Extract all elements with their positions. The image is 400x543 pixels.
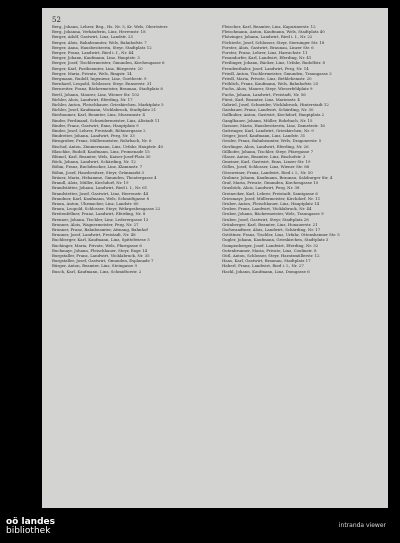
directory-entry: Gössweiner, Franz, Landwirt, Ried i. I., Nr. 50: [222, 169, 313, 175]
directory-entry: Bergmann, Rudolf, Ingenieur, Linz, Goethestr. 9: [52, 76, 147, 82]
directory-entry: Berg, Johanna, Verkäuferin, Linz, Herrenstr. 18: [52, 29, 146, 35]
directory-entry: Gallhuber, Anton, Gastwirt, Kirchdorf, Hauptplatz 2: [222, 112, 325, 118]
directory-entry: Graf, Maria, Private, Gmunden, Kirchengasse 10: [222, 180, 319, 186]
directory-entry: Braun, Anton, Uhrmacher, Linz, Landstr. 60: [52, 200, 139, 206]
directory-entry: Grasböck, Alois, Landwirt, Perg, Nr. 38: [222, 185, 300, 191]
directory-entry: Freudenthaler, Josef, Landwirt, Perg, Nr. 14: [222, 65, 309, 71]
directory-entry: Brandner, Karl, Kaufmann, Wels, Schmidtgasse 8: [52, 195, 150, 201]
directory-entry: Bräuer, Maria, Hebamme, Gmunden, Theatergasse 4: [52, 174, 157, 180]
directory-entry: Bürger, Anton, Beamter, Linz, Steingasse 9: [52, 263, 138, 269]
directory-entry: Brandstätter, Johann, Landwirt, Ried i. I., Nr. 61: [52, 185, 148, 191]
directory-entry: Freilinger, Johann, Bäcker, Linz, Urfahr, Rudolfstr. 8: [222, 60, 325, 66]
directory-entry: Bichler, Anton, Fleischhauer, Grieskirchen, Marktplatz 5: [52, 102, 164, 108]
directory-entry: Berger, Adolf, Gastwirt, Linz, Landstr. 25: [52, 34, 134, 40]
directory-entry: Friedl, Maria, Private, Linz, Bethlehemstr. 20: [222, 76, 312, 82]
directory-entry: Buchberger, Karl, Kaufmann, Linz, Spittelwiese 5: [52, 237, 150, 243]
document-page: [42, 8, 388, 508]
directory-entry: Glaser, Anton, Beamter, Linz, Bischofstr. 3: [222, 154, 306, 160]
directory-entry: Haberl, Franz, Landwirt, Ried i. I., Nr. 27: [222, 263, 304, 269]
directory-entry: Gugler, Johann, Kaufmann, Grieskirchen, Stadtplatz 3: [222, 237, 329, 243]
directory-entry: Gaisbauer, Franz, Landwirt, Schärding, Nr. 30: [222, 107, 314, 113]
directory-entry: Gumpenberger, Josef, Landwirt, Eferding, Nr. 32: [222, 242, 319, 248]
directory-entry: Gassner, Maria, Hausbesitzerin, Linz, Dametzstr. 16: [222, 122, 325, 128]
directory-entry: Buchinger, Maria, Private, Wels, Pfarrgasse 6: [52, 242, 142, 248]
directory-entry: Breitenfellner, Franz, Landwirt, Eferding, Nr. 8: [52, 211, 146, 217]
directory-entry: Geiger, Josef, Kaufmann, Linz, Landstr. 31: [222, 133, 306, 139]
directory-entry: Berger, Karl, Postbeamter, Linz, Bürgerstr. 20: [52, 65, 143, 71]
directory-entry: Bierbaumer, Karl, Beamter, Linz, Museumstr. 4: [52, 112, 146, 118]
directory-entry: Bichler, Josef, Kaufmann, Vöcklabruck, Stadtplatz 21: [52, 107, 157, 113]
directory-entry: Binder, Josef, Lehrer, Freistadt, Böhmergasse 2: [52, 128, 146, 134]
directory-entry: Forster, Franz, Lehrer, Linz, Harrachstr. 11: [222, 50, 308, 56]
directory-entry: Burgstaller, Franz, Landwirt, Vöcklabruck, Nr. 35: [52, 252, 150, 258]
directory-entry: Gutenbrunner, Maria, Private, Linz, Coulinstr. 8: [222, 247, 317, 253]
directory-entry: Friedl, Anton, Tischlermeister, Gmunden, Traungasse 3: [222, 70, 332, 76]
directory-entry: Haas, Karl, Gastwirt, Braunau, Stadtplatz 17: [222, 258, 311, 264]
library-logo[interactable]: [6, 518, 55, 536]
directory-entry: Forster, Alois, Gastwirt, Braunau, Linzer Str. 6: [222, 44, 314, 50]
directory-entry: Fleischmann, Anton, Kaufmann, Wels, Stadtplatz 40: [222, 29, 325, 35]
viewer-label[interactable]: intranda viewer: [338, 522, 386, 529]
directory-entry: Berger, Maria, Private, Wels, Ringstr. 14: [52, 70, 132, 76]
directory-entry: Bernreiter, Franz, Bäckermeister, Braunau, Stadtplatz 8: [52, 86, 163, 92]
directory-entry: Böhm, Josef, Hausbesitzer, Steyr, Grünmarkt 3: [52, 169, 145, 175]
directory-entry: Fuchs, Alois, Maurer, Steyr, Wieserfeldplatz 9: [222, 86, 313, 92]
directory-entry: Gabriel, Josef, Schneider, Vöcklabruck, Hinterstadt 12: [222, 102, 329, 108]
right-column: [222, 24, 380, 274]
directory-entry: Ganglbauer, Johann, Müller, Rohrbach, Nr. 15: [222, 117, 313, 123]
directory-entry: Fröhlich, Franz, Kaufmann, Wels, Bahnhofstr. 25: [222, 81, 319, 87]
directory-entry: Gütl, Anton, Schlosser, Steyr, Haratzmüllerstr. 12: [222, 252, 320, 258]
directory-entry: Gölles, Josef, Schlosser, Linz, Wiener Str. 88: [222, 164, 310, 170]
directory-entry: Birngruber, Franz, Müllermeister, Rohrbach, Nr. 6: [52, 138, 152, 144]
directory-entry: Burgstaller, Josef, Gastwirt, Gmunden, Esplanade 7: [52, 258, 154, 264]
directory-entry: Brunner, Josef, Landwirt, Freistadt, Nr. 48: [52, 232, 136, 238]
directory-entry: Brunner, Alois, Wagnermeister, Perg, Nr. 27: [52, 221, 139, 227]
directory-entry: Brunner, Franz, Bahnbeamter, Attnang, Bahnhof: [52, 226, 148, 232]
directory-entry: Gmeiner, Karl, Gastwirt, Enns, Linzer Str. 19: [222, 159, 311, 165]
directory-entry: Gschwandtner, Alois, Landwirt, Schärding, Nr. 17: [222, 226, 321, 232]
directory-entry: Berger, Anna, Hausbesitzerin, Steyr, Stadtplatz 12: [52, 44, 152, 50]
directory-entry: Fraundorfer, Karl, Landwirt, Eferding, Nr. 41: [222, 55, 312, 61]
directory-entry: Föchterle, Josef, Schlosser, Steyr, Sierninger Str. 18: [222, 39, 325, 45]
directory-entry: Fleischer, Karl, Beamter, Linz, Kapuzinerstr. 12: [222, 24, 316, 29]
directory-entry: Gierlinger, Alois, Landwirt, Eferding, Nr. 26: [222, 143, 309, 149]
directory-entry: Gruber, Anton, Fleischhauer, Linz, Hauptplatz 14: [222, 200, 320, 206]
directory-entry: Bertl, Johann, Maurer, Linz, Wiener Str. 102: [52, 91, 140, 97]
directory-entry: Gattringer, Karl, Landwirt, Grieskirchen, Nr. 9: [222, 128, 314, 134]
directory-entry: Greinecker, Karl, Lehrer, Freistadt, Samtgasse 6: [222, 190, 318, 196]
directory-entry: Berger, Johann, Kaufmann, Linz, Hauptstr. 3: [52, 55, 140, 61]
directory-entry: Blümel, Karl, Beamter, Wels, Kaiser-Josef-Platz 30: [52, 154, 151, 160]
directory-entry: Gruber, Franz, Landwirt, Vöcklabruck, Nr. 44: [222, 206, 312, 212]
directory-entry: Gruber, Josef, Gastwirt, Steyr, Stadtplatz 28: [222, 216, 309, 222]
directory-entry: Böck, Johann, Landwirt, Schärding, Nr. 12: [52, 159, 136, 165]
directory-entry: Grabner, Johann, Kaufmann, Braunau, Salzburger Str. 4: [222, 174, 333, 180]
directory-entry: Gruber, Johann, Bäckermeister, Wels, Traungasse 9: [222, 211, 324, 217]
page-number: 52: [52, 16, 61, 24]
directory-entry: Grünberger, Karl, Beamter, Linz, Honauerstr. 21: [222, 221, 318, 227]
directory-entry: Berger, Franz, Landwirt, Ried i. I., Nr. 44: [52, 50, 134, 56]
directory-entry: Binder, Franz, Gastwirt, Enns, Hauptplatz 9: [52, 122, 139, 128]
directory-entry: Fürst, Karl, Beamter, Linz, Marienstr. 4: [222, 96, 300, 102]
directory-entry: Gstöttner, Franz, Tischler, Linz, Urfahr, Ottensheimer Str. 5: [222, 232, 340, 238]
directory-entry: Griesmayr, Josef, Müllermeister, Kirchdorf, Nr. 11: [222, 195, 321, 201]
left-column: [52, 24, 210, 274]
directory-entry: Berger, Alois, Bahnbeamter, Wels, Bahnhofstr. 7: [52, 39, 147, 45]
directory-entry: Bernhard, Leopold, Schlosser, Steyr, Ennserstr. 31: [52, 81, 152, 87]
directory-entry: Flotzinger, Johann, Landwirt, Ried i. I., Nr. 22: [222, 34, 313, 40]
directory-entry: Bindreiter, Johann, Landwirt, Perg, Nr. 33: [52, 133, 135, 139]
directory-entry: Berger, Josef, Tischlermeister, Gmunden, Kirchengasse 6: [52, 60, 165, 66]
directory-entry: Brandl, Alois, Müller, Kirchdorf, Nr. 19: [52, 180, 129, 186]
logo-line-2: bibliothek: [6, 526, 51, 536]
logo-line-1: oö landes: [6, 517, 55, 527]
directory-entry: Bischof, Anton, Zimmermann, Linz, Urfahr, Hauptstr. 40: [52, 143, 163, 149]
directory-entry: Bichler, Alois, Landwirt, Eferding, Nr. 17: [52, 96, 133, 102]
directory-entry: Fuchs, Johann, Landwirt, Freistadt, Nr. 56: [222, 91, 306, 97]
directory-entry: Buchmayr, Johann, Fleischhauer, Steyr, Enge 14: [52, 247, 148, 253]
directory-entry: Berg, Johann, Lehrer, Beg., Hs. Nr. 5, Kr. Wels, Oberösterr.: [52, 24, 169, 29]
directory-entry: Busch, Karl, Kaufmann, Linz, Schmidtorstr. 2: [52, 268, 142, 274]
directory-entry: Böhm, Franz, Buchdrucker, Linz, Klammstr. 7: [52, 164, 143, 170]
directory-entry: Binder, Ferdinand, Schneidermeister, Linz, Altstadt 11: [52, 117, 160, 123]
directory-entry: Hackl, Johann, Kaufmann, Linz, Domgasse 6: [222, 268, 310, 274]
directory-entry: Braun, Leopold, Schlosser, Steyr, Wehrgrabengasse 22: [52, 206, 161, 212]
directory-entry: Gillhofer, Johann, Tischler, Steyr, Pfarrgasse 7: [222, 148, 314, 154]
directory-entry: Blaschke, Rudolf, Kaufmann, Linz, Promenade 15: [52, 148, 150, 154]
directory-entry: Brandstetter, Josef, Gastwirt, Linz, Herrenstr. 44: [52, 190, 149, 196]
directory-entry: Brenner, Johann, Tischler, Linz, Lederergasse 13: [52, 216, 149, 222]
directory-entry: Geisler, Franz, Bahnbeamter, Wels, Dragonerstr. 5: [222, 138, 322, 144]
